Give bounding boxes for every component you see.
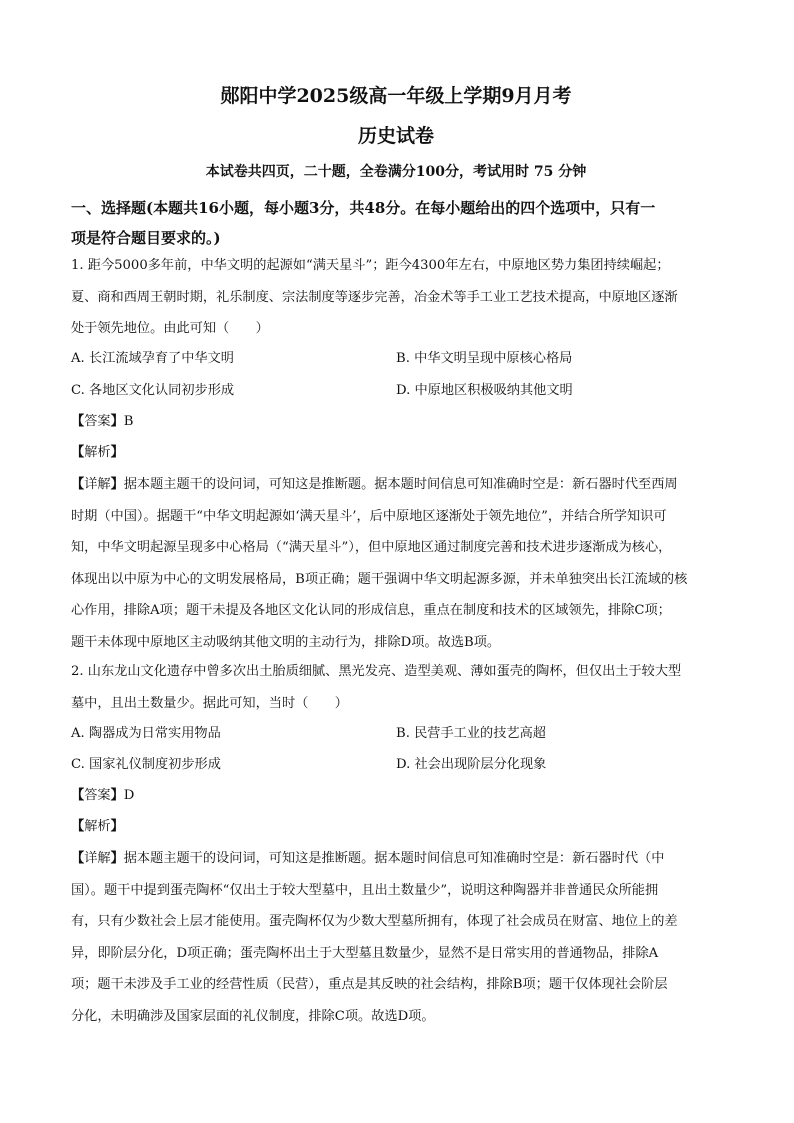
answer-value: D [123, 788, 135, 803]
question-1-detail [71, 469, 721, 658]
question-1-stem [71, 250, 721, 345]
detail-line: 知，中华文明起源呈现多中心格局（“满天星斗”），但中原地区通过制度完善和技术进步逐渐成为核心， [71, 540, 672, 555]
detail-line: 【详解】据本题主题干的设问词，可知这是推断题。据本题时间信息可知准确时空是：新石器时代（中 [71, 851, 665, 866]
stem-line: 夏、商和西周王朝时期，礼乐制度、宗法制度等逐步完善，冶金术等手工业工艺技术提高，中原地区逐渐 [71, 289, 678, 305]
detail-line: 体现出以中原为中心的文明发展格局，B项正确；题干强调中华文明起源多源，并未单独突出长江流域的核 [71, 571, 688, 587]
option-a: A. 长江流域孕育了中华文明 [71, 351, 234, 366]
detail-label: 详解 [84, 851, 111, 866]
question-1-options-row-2 [71, 375, 721, 406]
exam-title: 郧阳中学2025级高一年级上学期9月月考 [220, 85, 572, 107]
option-b: B. 民营手工业的技艺高超 [396, 726, 546, 741]
detail-label: 详解 [84, 477, 111, 492]
section-heading-line: 项是符合题目要求的。) [71, 229, 221, 247]
detail-line: 心作用，排除A项；题干未提及各地区文化认同的形成信息，重点在制度和技术的区域领先，排除C项； [71, 603, 671, 618]
stem-line: 2. 山东龙山文化遗存中曾多次出土胎质细腻、黑光发亮、造型美观、薄如蛋壳的陶杯，但仅出土于较大型 [71, 664, 682, 679]
stem-line: 处于领先地位。由此可知（ ） [71, 321, 269, 336]
section-heading [71, 193, 721, 253]
detail-line: 有，只有少数社会上层才能使用。蛋壳陶杯仅为少数大型墓所拥有，体现了社会成员在财富、地位上的差 [71, 914, 678, 929]
option-b: B. 中华文明呈现中原核心格局 [396, 351, 573, 366]
analysis-label: 解析 [84, 445, 111, 460]
exam-subject: 历史试卷 [357, 125, 434, 147]
analysis-label: 解析 [84, 819, 111, 834]
exam-info: 本试卷共四页，二十题，全卷满分100分，考试用时 75 分钟 [205, 164, 587, 180]
option-c: C. 国家礼仪制度初步形成 [71, 757, 221, 772]
detail-text: 据本题主题干的设问词，可知这是推断题。据本题时间信息可知准确时空是：新石器时代至西周 [123, 477, 678, 492]
option-d: D. 中原地区积极吸纳其他文明 [396, 383, 573, 398]
detail-line: 项；题干未涉及手工业的经营性质（民营），重点是其反映的社会结构，排除B项；题干仅体现社会阶层 [71, 977, 668, 992]
answer-label: 答案 [84, 788, 111, 803]
detail-line: 时期（中国）。据题干“中华文明起源如‘满天星斗’，后中原地区逐渐处于领先地位”，并结合所学知识可 [71, 508, 667, 524]
question-1-options-row-1 [71, 343, 721, 374]
option-a: A. 陶器成为日常实用物品 [71, 726, 221, 741]
detail-text: 据本题主题干的设问词，可知这是推断题。据本题时间信息可知准确时空是：新石器时代（中 [123, 851, 665, 866]
detail-line: 【详解】据本题主题干的设问词，可知这是推断题。据本题时间信息可知准确时空是：新石器时代至西周 [71, 477, 678, 492]
question-1-answer: 【答案】B [71, 414, 134, 429]
option-c: C. 各地区文化认同初步形成 [71, 383, 235, 398]
question-1-analysis-label: 【解析】 [71, 445, 124, 460]
detail-line: 异，即阶层分化，D项正确；蛋壳陶杯出土于大型墓且数量少，显然不是日常实用的普通物品，排除A [71, 945, 659, 961]
stem-line: 1. 距今5000多年前，中华文明的起源如“满天星斗”；距今4300年左右，中原地区势力集团持续崛起； [71, 258, 670, 273]
question-2-answer: 【答案】D [71, 788, 135, 803]
answer-label: 答案 [84, 414, 111, 429]
option-d: D. 社会出现阶层分化现象 [396, 757, 547, 772]
question-2-options-row-1 [71, 718, 721, 749]
question-2-options-row-2 [71, 749, 721, 780]
detail-line: 题干未体现中原地区主动吸纳其他文明的主动行为，排除D项。故选B项。 [71, 634, 501, 650]
detail-line: 国）。题干中提到蛋壳陶杯“仅出土于较大型墓中，且出土数量少”，说明这种陶器并非普通民众所能拥 [71, 882, 659, 898]
question-2-analysis-label: 【解析】 [71, 819, 124, 834]
stem-line: 墓中，且出土数量少。据此可知，当时（ ） [71, 695, 348, 711]
detail-line: 分化，未明确涉及国家层面的礼仪制度，排除C项。故选D项。 [71, 1008, 435, 1024]
question-2-stem [71, 656, 721, 719]
section-heading-line: 一、选择题(本题共16小题，每小题3分，共48分。在每小题给出的四个选项中，只有一 [71, 199, 656, 217]
answer-value: B [123, 414, 134, 429]
question-2-detail [71, 843, 721, 1032]
